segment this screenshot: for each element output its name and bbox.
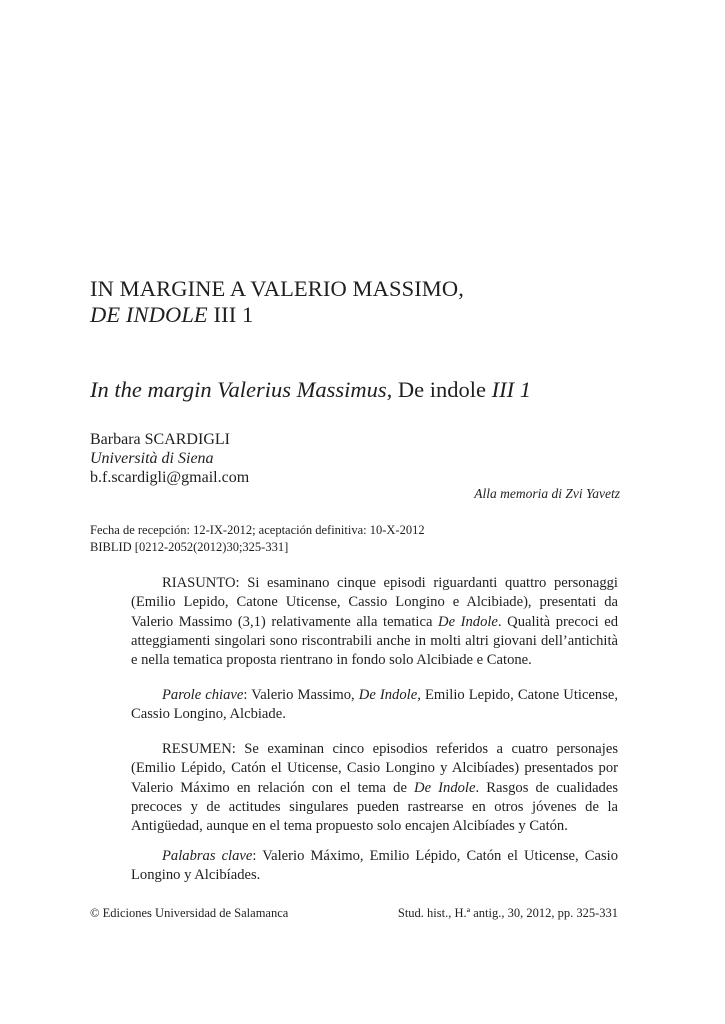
- resumen-italic: De Indole: [414, 779, 476, 796]
- parole-chiave-after: , Emilio Lepido, Catone Uticense, Cassio Longino, Alcbiade.: [131, 687, 618, 723]
- footer-publisher: © Ediciones Universidad de Salamanca: [90, 906, 289, 920]
- biblid: BIBLID [0212-2052(2012)30;325-331]: [90, 540, 289, 554]
- title-line-2-rest: III 1: [207, 302, 254, 327]
- keywords-italian: [131, 686, 618, 725]
- resumen-text-after: . Rasgos de cualidades precoces y de actitudes singulares pueden rastrearse en otros jóvenes de la Antigüedad, aunque en el tema propuesto solo encajen Alcibíades y Catón.: [131, 779, 618, 835]
- reception-dates: Fecha de recepción: 12-IX-2012; aceptación definitiva: 10-X-2012: [90, 523, 425, 537]
- title-line-1: IN MARGINE A VALERIO MASSIMO,: [90, 276, 464, 301]
- dedication: Alla memoria di Zvi Yavetz: [474, 486, 620, 501]
- keywords-spanish: [131, 847, 618, 886]
- author-name: Barbara SCARDIGLI: [90, 431, 230, 448]
- riassunto-italic: De Indole: [438, 613, 498, 630]
- abstract-spanish: [131, 740, 618, 836]
- article-subtitle: [90, 376, 531, 404]
- author-email[interactable]: b.f.scardigli@gmail.com: [90, 469, 250, 486]
- subtitle-part-2: De indole: [392, 377, 492, 402]
- palabras-clave-label: Palabras clave: [162, 848, 253, 864]
- publication-meta: [90, 522, 425, 556]
- title-line-2-italic: DE INDOLE: [90, 302, 208, 327]
- subtitle-part-3: III 1: [491, 377, 532, 402]
- parole-chiave-italic: De Indole: [358, 687, 418, 703]
- palabras-clave-text: : Valerio Máximo, Emilio Lépido, Catón el Uticense, Casio Longino y Alcibíades.: [131, 848, 618, 884]
- subtitle-part-1: In the margin Valerius Massimus,: [90, 377, 393, 402]
- parole-chiave-label: Parole chiave: [162, 687, 244, 703]
- title-line-2: [90, 302, 464, 328]
- riassunto-text-after: . Qualità precoci ed atteggiamenti singolari sono riscontrabili anche in molti altri giovani dell’antichità e nella tematica proposta rientrano in fondo solo Alcibiade e Catone.: [131, 613, 618, 669]
- author-affiliation: Università di Siena: [90, 450, 214, 467]
- abstract-italian: [131, 574, 618, 670]
- article-title: [90, 276, 464, 328]
- footer-citation: Stud. hist., H.ª antig., 30, 2012, pp. 325-331: [397, 906, 618, 920]
- resumen-text-before: RESUMEN: Se examinan cinco episodios referidos a cuatro personajes (Emilio Lépido, Catón el Uticense, Casio Longino y Alcibíades) presentados por Valerio Máximo en relación con el tema de: [131, 741, 618, 796]
- author-block: [90, 430, 249, 487]
- riassunto-text-before: RIASUNTO: Si esaminano cinque episodi riguardanti quattro personaggi (Emilio Lepido, Catone Uticense, Cassio Longino e Alcibiade), presentati da Valerio Massimo (3,1) relativamente alla tematica: [131, 575, 618, 630]
- parole-chiave-before: : Valerio Massimo,: [243, 687, 359, 703]
